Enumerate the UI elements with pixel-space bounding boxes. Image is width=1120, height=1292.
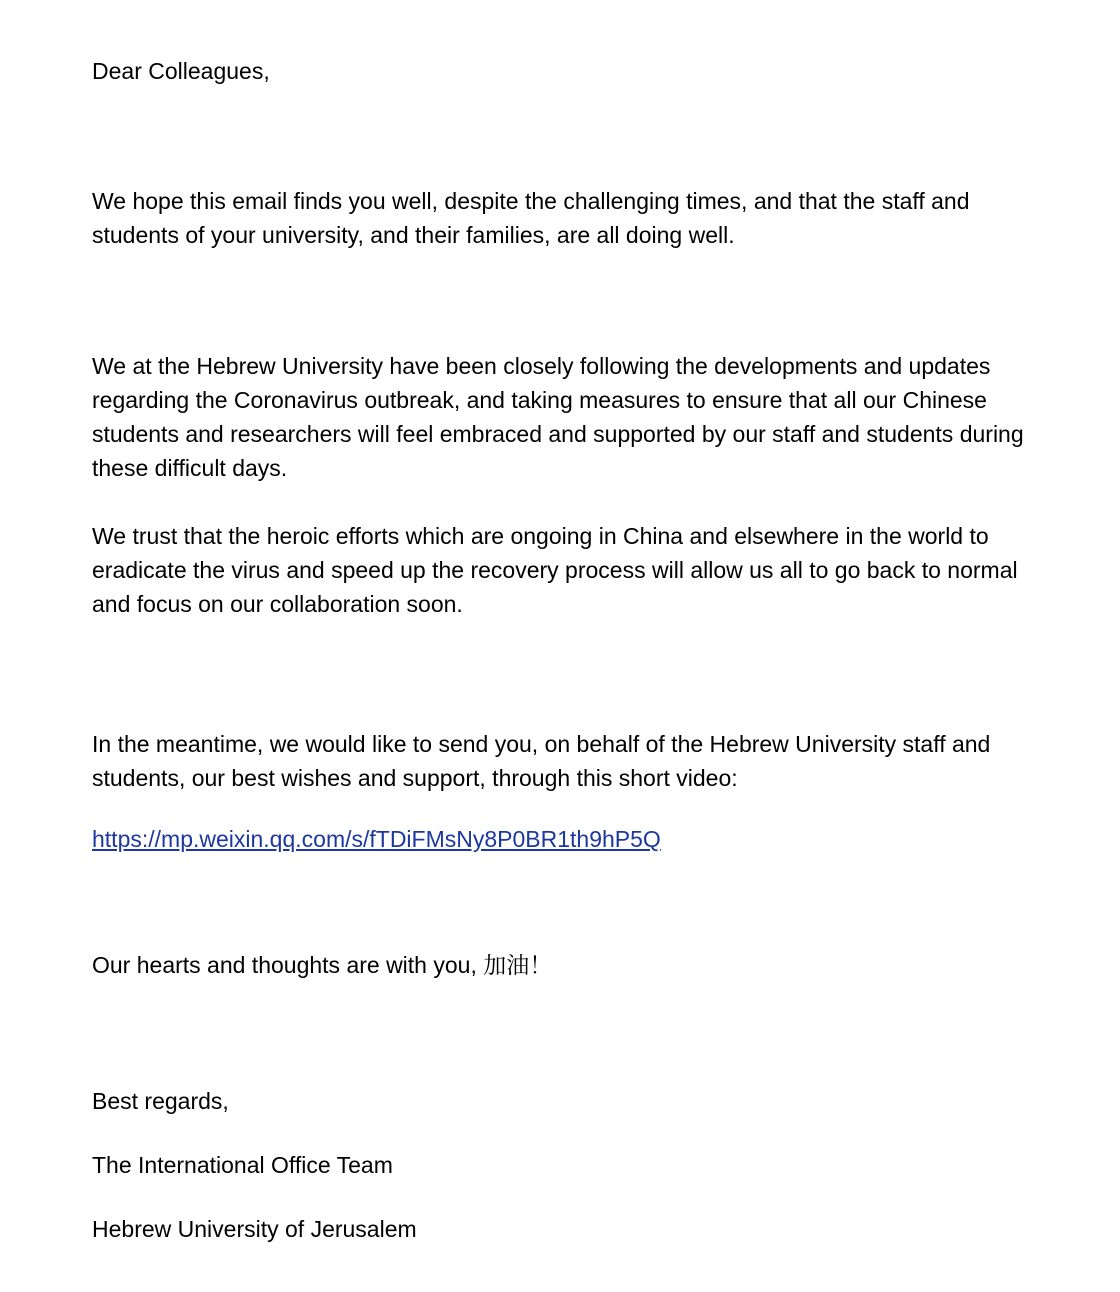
salutation — [92, 54, 1080, 88]
video-link-row — [92, 822, 1080, 856]
paragraph-greeting — [92, 184, 1080, 252]
paragraph-line: eradicate the virus and speed up the recovery process will allow us all to go back to normal — [92, 557, 1018, 583]
signature-regards-row — [92, 1084, 1080, 1118]
paragraph-video-intro — [92, 727, 1080, 795]
paragraph-line: and focus on our collaboration soon. — [92, 591, 463, 617]
paragraph-line: students, our best wishes and support, through this short video: — [92, 765, 738, 791]
salutation-text: Dear Colleagues, — [92, 58, 270, 84]
paragraph-line: We at the Hebrew University have been closely following the developments and updates — [92, 353, 991, 379]
paragraph-line: regarding the Coronavirus outbreak, and taking measures to ensure that all our Chinese — [92, 387, 987, 413]
paragraph-line: We trust that the heroic efforts which are ongoing in China and elsewhere in the world to — [92, 523, 989, 549]
signature-team-row — [92, 1148, 1080, 1182]
closing-message-row — [92, 948, 1080, 982]
paragraph-line: these difficult days. — [92, 455, 288, 481]
signature-institution-row — [92, 1212, 1080, 1246]
paragraph-line: We hope this email finds you well, despite the challenging times, and that the staff and — [92, 188, 970, 214]
paragraph-line: In the meantime, we would like to send you, on behalf of the Hebrew University staff and — [92, 731, 991, 757]
closing-message: Our hearts and thoughts are with you, 加油！ — [92, 952, 553, 978]
signature-regards: Best regards, — [92, 1088, 229, 1114]
paragraph-trust — [92, 519, 1080, 621]
paragraph-measures — [92, 349, 1080, 485]
video-link[interactable]: https://mp.weixin.qq.com/s/fTDiFMsNy8P0BR1th9hP5Q — [92, 826, 661, 852]
signature-institution: Hebrew University of Jerusalem — [92, 1216, 417, 1242]
paragraph-line: students of your university, and their families, are all doing well. — [92, 222, 735, 248]
paragraph-line: students and researchers will feel embraced and supported by our staff and students during — [92, 421, 1024, 447]
signature-team: The International Office Team — [92, 1152, 393, 1178]
